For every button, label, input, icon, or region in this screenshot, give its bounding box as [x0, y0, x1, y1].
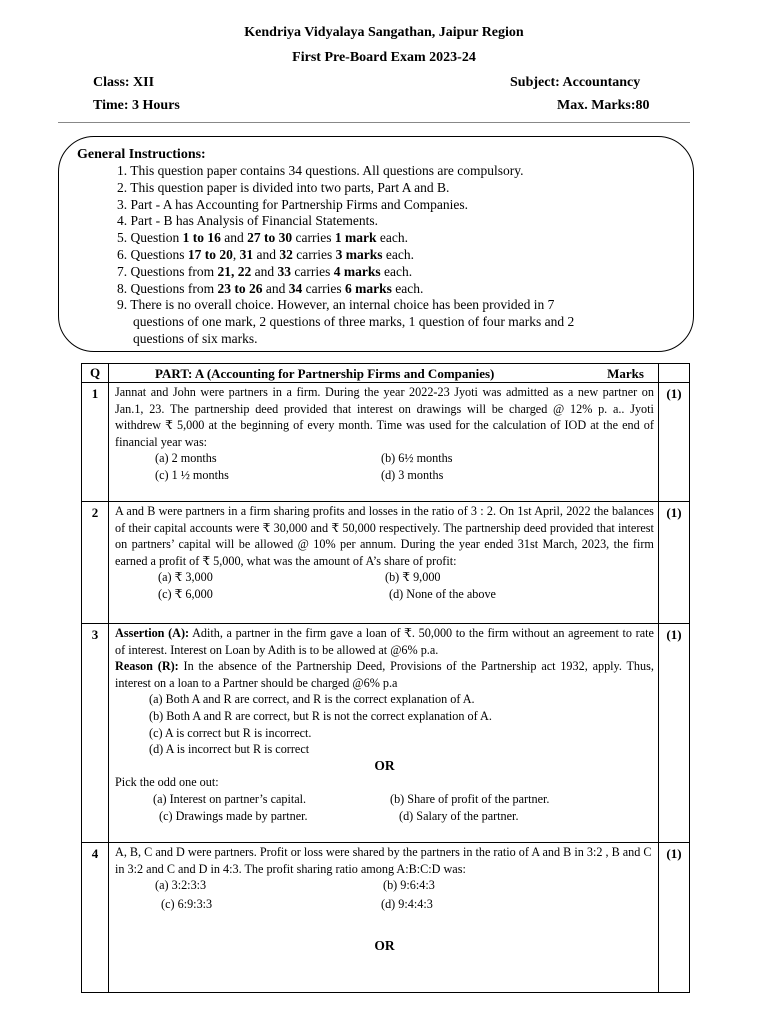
table-row: [82, 624, 690, 843]
option-a: (a) Both A and R are correct, and R is the correct explanation of A.: [149, 692, 475, 707]
instruction-item: 7. Questions from 21, 22 and 33 carries 4 marks each.: [117, 263, 413, 279]
question-body: [109, 843, 659, 993]
alt-option-a: (a) Interest on partner’s capital.: [153, 791, 307, 806]
part-a-title: PART: A (Accounting for Partnership Firms and Companies): [155, 366, 495, 381]
header-divider: [58, 122, 690, 123]
option-a: (a) 2 months: [155, 451, 217, 466]
col-q-header: Q: [82, 364, 109, 383]
instruction-item: 5. Question 1 to 16 and 27 to 30 carries 1 mark each.: [117, 230, 408, 246]
instructions-list: [117, 163, 677, 348]
option-d: (d) 9:4:4:3: [381, 896, 433, 911]
question-number: 3: [82, 624, 109, 843]
question-text: A and B were partners in a firm sharing profits and losses in the ratio of 3 : 2. On 1st April, 2022 the balances of their capital accounts were ₹ 30,000 and ₹ 50,000 respectively. The partnership deed provided that interest on partners’ capital will be allowed @ 10% per annum. During the year ended 31st March, 2023, the firm earned a profit of ₹ 5,000, what was the amount of A’s share of profit:: [115, 504, 654, 568]
option-row: [115, 586, 654, 603]
max-marks-label: Max. Marks:80: [557, 98, 650, 113]
reason-text: Reason (R): In the absence of the Partnership Deed, Provisions of the Partnership act 1932, apply. Thus, interest on a loan to a Partner should be charged @6% p.a: [115, 659, 654, 690]
option-row: [115, 877, 654, 894]
option-row: [115, 808, 654, 825]
table-row: [82, 502, 690, 624]
or-separator: OR: [374, 938, 395, 954]
instruction-item: 2. This question paper is divided into two parts, Part A and B.: [117, 179, 450, 195]
questions-table: [81, 363, 690, 993]
option-b: (b) Both A and R are correct, but R is not the correct explanation of A.: [149, 708, 492, 723]
question-marks: (1): [658, 502, 689, 624]
question-body: [109, 624, 659, 843]
instruction-item: 9. There is no overall choice. However, an internal choice has been provided in 7: [117, 297, 555, 313]
alt-option-b: (b) Share of profit of the partner.: [390, 791, 550, 806]
col-marks-header: [658, 364, 689, 383]
question-number: 2: [82, 502, 109, 624]
instruction-item: 4. Part - B has Analysis of Financial Statements.: [117, 213, 378, 229]
alt-question-text: Pick the odd one out:: [115, 775, 219, 790]
reason-label: Reason (R):: [115, 659, 179, 674]
time-label: Time: 3 Hours: [93, 98, 180, 113]
general-instructions-box: [58, 136, 694, 352]
option-row: [115, 467, 654, 484]
exam-title: First Pre-Board Exam 2023-24: [292, 50, 476, 65]
option-d: (d) 3 months: [381, 467, 444, 482]
instruction-item: 3. Part - A has Accounting for Partnership Firms and Companies.: [117, 196, 468, 212]
class-label: Class: XII: [93, 75, 155, 90]
col-part-header: [109, 364, 659, 383]
option-row: [115, 450, 654, 467]
question-marks: (1): [658, 843, 689, 993]
question-marks: (1): [658, 383, 689, 502]
subject-label: Subject: Accountancy: [510, 75, 641, 90]
table-row: [82, 383, 690, 502]
option-b: (b) 9:6:4:3: [383, 878, 435, 893]
table-header-row: [82, 364, 690, 383]
table-row: [82, 843, 690, 993]
assertion-text: Assertion (A): Adith, a partner in the firm gave a loan of ₹. 50,000 to the firm without an agreement to rate of interest. Interest on Loan by Adith is to be allowed at @6% p.a.: [115, 626, 654, 657]
question-body: [109, 383, 659, 502]
or-separator: OR: [374, 757, 395, 773]
instruction-item-continued: questions of one mark, 2 questions of three marks, 1 question of four marks and 2: [133, 314, 575, 330]
org-title: Kendriya Vidyalaya Sangathan, Jaipur Region: [244, 25, 524, 40]
option-a: (a) 3:2:3:3: [155, 878, 207, 893]
option-row: [115, 569, 654, 586]
question-number: 4: [82, 843, 109, 993]
option-c: (c) A is correct but R is incorrect.: [149, 725, 312, 740]
question-number: 1: [82, 383, 109, 502]
question-body: [109, 502, 659, 624]
instruction-item: 8. Questions from 23 to 26 and 34 carries 6 marks each.: [117, 280, 424, 296]
question-text: A, B, C and D were partners. Profit or loss were shared by the partners in the ratio of A and B in 3:2 , B and C in 3:2 and C and D in 4:3. The profit sharing ratio among A:B:C:D was:: [115, 845, 652, 876]
instruction-item: 1. This question paper contains 34 questions. All questions are compulsory.: [117, 163, 524, 178]
option-b: (b) ₹ 9,000: [385, 570, 441, 585]
assertion-label: Assertion (A):: [115, 626, 190, 640]
question-marks: (1): [658, 624, 689, 843]
alt-option-c: (c) Drawings made by partner.: [159, 808, 308, 823]
option-b: (b) 6½ months: [381, 451, 453, 466]
option-row: [115, 896, 654, 913]
option-c: (c) 6:9:3:3: [161, 896, 213, 911]
option-row: [115, 791, 654, 808]
question-text: Jannat and John were partners in a firm. During the year 2022-23 Jyoti was admitted as a new partner on Jan.1, 23. The partnership deed provided that interest on drawings will be charged @ 12% p. a.. Jyoti withdrew ₹ 5,000 at the beginning of every month. Time was used for the calculation of IOD at the end of financial year was:: [115, 385, 654, 449]
marks-header: Marks: [607, 366, 644, 381]
option-d: (d) A is incorrect but R is correct: [149, 742, 310, 757]
option-c: (c) 1 ½ months: [155, 467, 229, 482]
instruction-item: 6. Questions 17 to 20, 31 and 32 carries 3 marks each.: [117, 246, 414, 262]
instruction-item-continued: questions of six marks.: [133, 330, 258, 346]
option-d: (d) None of the above: [389, 586, 496, 601]
option-c: (c) ₹ 6,000: [158, 586, 213, 601]
option-a: (a) ₹ 3,000: [158, 570, 213, 585]
alt-option-d: (d) Salary of the partner.: [399, 808, 519, 823]
instructions-heading: General Instructions:: [77, 147, 206, 162]
